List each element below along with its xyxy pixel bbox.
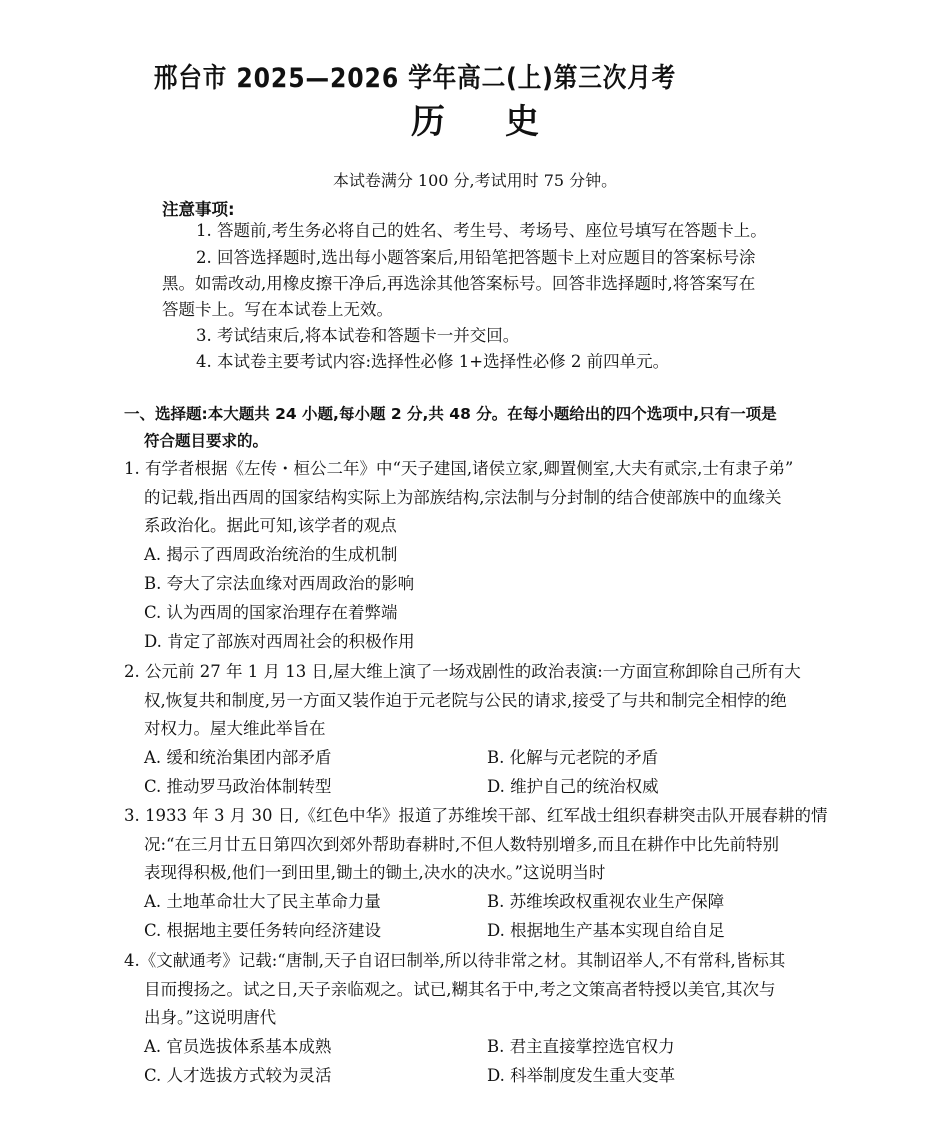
notice-item-1: 1. 答题前,考生务必将自己的姓名、考生号、考场号、座位号填写在答题卡上。: [196, 221, 767, 240]
notice-item-2-line-2: 黑。如需改动,用橡皮擦干净后,再选涂其他答案标号。回答非选择题时,将答案写在: [162, 274, 756, 293]
exam-meta: 本试卷满分 100 分,考试用时 75 分钟。: [332, 171, 618, 190]
q2-option-d: D. 维护自己的统治权威: [487, 777, 659, 796]
q1-stem-line-2: 的记载,指出西周的国家结构实际上为部族结构,宗法制与分封制的结合使部族中的血缘关: [144, 488, 782, 507]
q3-option-b: B. 苏维埃政权重视农业生产保障: [487, 892, 725, 911]
subject-title: 历史: [411, 102, 599, 142]
exam-title: 邢台市 2025—2026 学年高二(上)第三次月考: [153, 63, 677, 94]
q4-stem-line-2: 目而搜扬之。试之日,天子亲临观之。试已,糊其名于中,考之文策高者特授以美官,其次与: [144, 980, 776, 999]
q1-option-b: B. 夸大了宗法血缘对西周政治的影响: [144, 574, 415, 593]
section-heading-line-2: 符合题目要求的。: [144, 432, 269, 450]
notice-item-2-line-1: 2. 回答选择题时,选出每小题答案后,用铅笔把答题卡上对应题目的答案标号涂: [196, 248, 756, 267]
q1-option-d: D. 肯定了部族对西周社会的积极作用: [144, 632, 415, 651]
q2-option-c: C. 推动罗马政治体制转型: [144, 777, 332, 796]
q2-stem-line-2: 权,恢复共和制度,另一方面又装作迫于元老院与公民的请求,接受了与共和制完全相悖的绝: [144, 691, 787, 710]
q2-option-b: B. 化解与元老院的矛盾: [487, 748, 659, 767]
q1-stem-line-1: 1. 有学者根据《左传・桓公二年》中“天子建国,诸侯立家,卿置侧室,大夫有贰宗,士有隶子弟”: [124, 459, 794, 478]
q4-option-a: A. 官员选拔体系基本成熟: [144, 1037, 332, 1056]
q2-stem-line-1: 2. 公元前 27 年 1 月 13 日,屋大维上演了一场戏剧性的政治表演:一方面宣称卸除自己所有大: [124, 662, 801, 681]
q3-stem-line-3: 表现得积极,他们一到田里,锄土的锄土,决水的决水。”这说明当时: [144, 863, 606, 882]
q4-option-b: B. 君主直接掌控选官权力: [487, 1037, 675, 1056]
q1-stem-line-3: 系政治化。据此可知,该学者的观点: [144, 516, 397, 535]
q3-option-d: D. 根据地生产基本实现自给自足: [487, 921, 725, 940]
q1-option-c: C. 认为西周的国家治理存在着弊端: [144, 603, 398, 622]
section-heading-line-1: 一、选择题:本大题共 24 小题,每小题 2 分,共 48 分。在每小题给出的四个选项中,只有一项是: [124, 405, 777, 423]
notice-item-3: 3. 考试结束后,将本试卷和答题卡一并交回。: [196, 326, 520, 345]
q2-option-a: A. 缓和统治集团内部矛盾: [144, 748, 332, 767]
notice-heading: 注意事项:: [162, 200, 235, 219]
q4-stem-line-1: 4.《文献通考》记载:“唐制,天子自诏曰制举,所以待非常之材。其制诏举人,不有常科,皆标其: [124, 951, 786, 970]
q3-stem-line-2: 况:“在三月廿五日第四次到郊外帮助春耕时,不但人数特别增多,而且在耕作中比先前特别: [144, 835, 779, 854]
q1-option-a: A. 揭示了西周政治统治的生成机制: [144, 545, 398, 564]
notice-item-4: 4. 本试卷主要考试内容:选择性必修 1+选择性必修 2 前四单元。: [196, 352, 670, 371]
q3-option-c: C. 根据地主要任务转向经济建设: [144, 921, 382, 940]
q3-stem-line-1: 3. 1933 年 3 月 30 日,《红色中华》报道了苏维埃干部、红军战士组织春耕突击队开展春耕的情: [124, 806, 828, 825]
q4-stem-line-3: 出身。”这说明唐代: [144, 1008, 277, 1027]
q3-option-a: A. 土地革命壮大了民主革命力量: [144, 892, 381, 911]
q4-option-d: D. 科举制度发生重大变革: [487, 1066, 676, 1085]
notice-item-2-line-3: 答题卡上。写在本试卷上无效。: [162, 300, 393, 319]
q2-stem-line-3: 对权力。屋大维此举旨在: [144, 719, 326, 738]
q4-option-c: C. 人才选拔方式较为灵活: [144, 1066, 332, 1085]
